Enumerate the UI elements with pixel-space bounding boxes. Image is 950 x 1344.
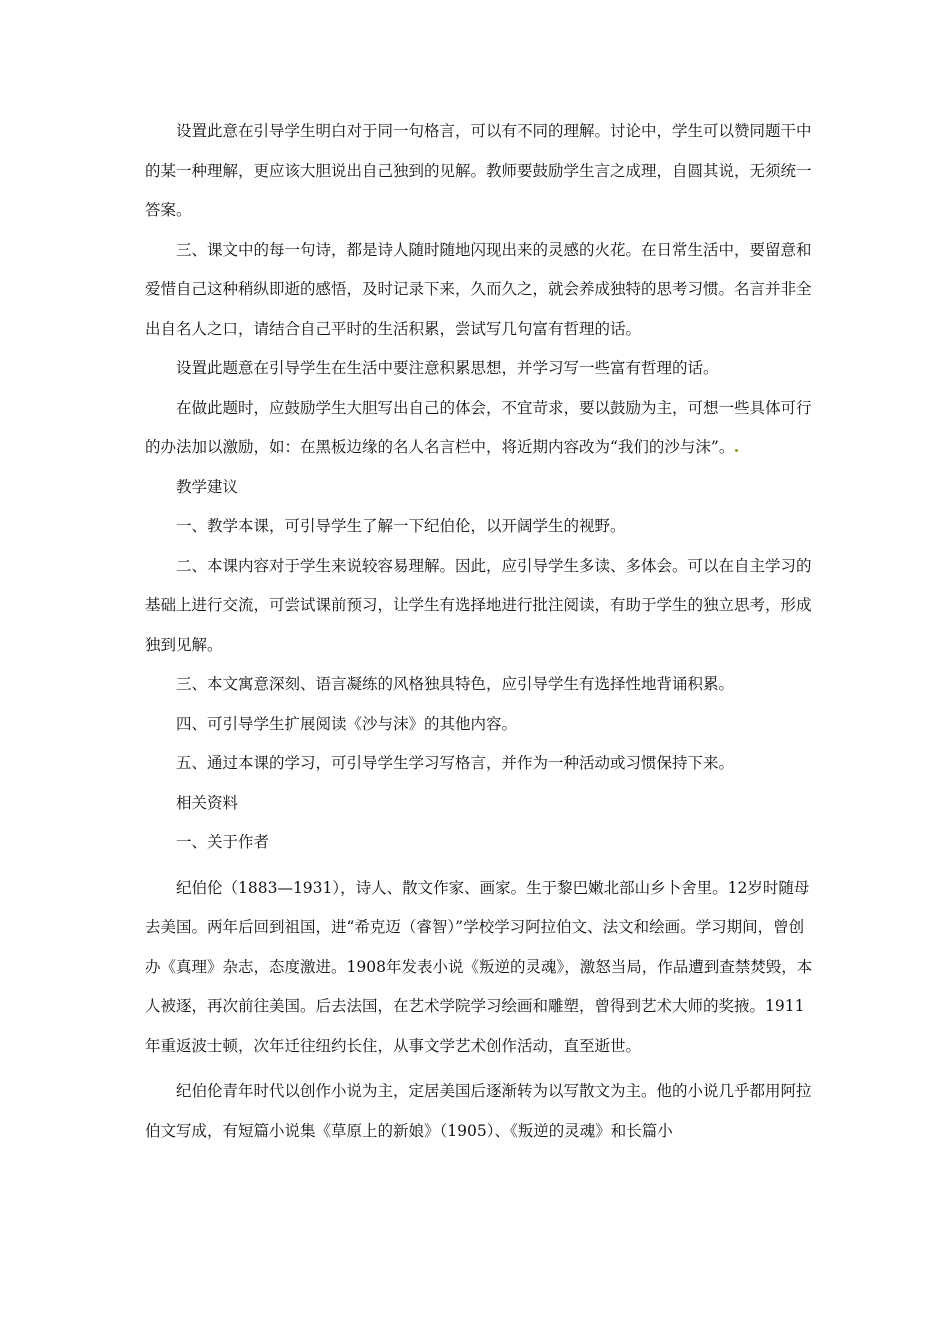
paragraph-encouragement-text: 在做此题时，应鼓励学生大胆写出自己的体会，不宜苛求，要以鼓励为主，可想一些具体可行的办法加以激励，如：在黑板边缘的名人名言栏中，将近期内容改为“我们的沙与沫”。 [145, 398, 812, 456]
section-heading-related-materials: 相关资料 [176, 793, 239, 812]
suggestion-2: 二、本课内容对于学生来说较容易理解。因此，应引导学生多读、多体会。可以在自主学习的基础上进行交流，可尝试课前预习，让学生有选择地进行批注阅读，有助于学生的独立思考，形成独到见解。 [145, 556, 812, 654]
subheading-about-author: 一、关于作者 [176, 833, 270, 851]
green-dot-mark [735, 449, 738, 452]
paragraph-design-intent-1: 设置此意在引导学生明白对于同一句格言，可以有不同的理解。讨论中，学生可以赞同题干中的某一种理解，更应该大胆说出自己独到的见解。教师要鼓励学生言之成理，自圆其说，无须统一答案。 [145, 122, 812, 219]
paragraph-author-works: 纪伯伦青年时代以创作小说为主，定居美国后逐渐转为以写散文为主。他的小说几乎都用阿拉伯文写成，有短篇小说集《草原上的新娘》（1905）、《叛逆的灵魂》和长篇小 [145, 1082, 812, 1140]
paragraph-design-intent-2: 设置此题意在引导学生在生活中要注意积累思想，并学习写一些富有哲理的话。 [176, 359, 719, 377]
paragraph-encouragement [145, 389, 817, 468]
paragraph-question-3: 三、课文中的每一句诗，都是诗人随时随地闪现出来的灵感的火花。在日常生活中，要留意和爱惜自己这种稍纵即逝的感悟，及时记录下来，久而久之，就会养成独特的思考习惯。名言并非全出自名人之口，请结合自己平时的生活积累，尝试写几句富有哲理的话。 [145, 240, 812, 338]
suggestion-3: 三、本文寓意深刻、语言凝练的风格独具特色，应引导学生有选择性地背诵积累。 [176, 675, 735, 693]
section-heading-teaching-suggestions: 教学建议 [176, 477, 239, 496]
paragraph-author-bio: 纪伯伦（1883—1931），诗人、散文作家、画家。生于黎巴嫩北部山乡卜舍里。12岁时随母去美国。两年后回到祖国，进“希克迈（睿智）”学校学习阿拉伯文、法文和绘画。学习期间，曾创办《真理》杂志，态度激进。1908年发表小说《叛逆的灵魂》，激怒当局，作品遭到查禁焚毁，本人被逐，再次前往美国。后去法国，在艺术学院学习绘画和雕塑，曾得到艺术大师的奖掖。1911年重返波士顿，次年迁往纽约长住，从事文学艺术创作活动，直至逝世。 [145, 878, 813, 1055]
document-body [145, 112, 817, 1151]
suggestion-1: 一、教学本课，可引导学生了解一下纪伯伦，以开阔学生的视野。 [176, 517, 626, 535]
suggestion-5: 五、通过本课的学习，可引导学生学习写格言，并作为一种活动或习惯保持下来。 [176, 754, 735, 772]
suggestion-4: 四、可引导学生扩展阅读《沙与沫》的其他内容。 [176, 714, 518, 733]
